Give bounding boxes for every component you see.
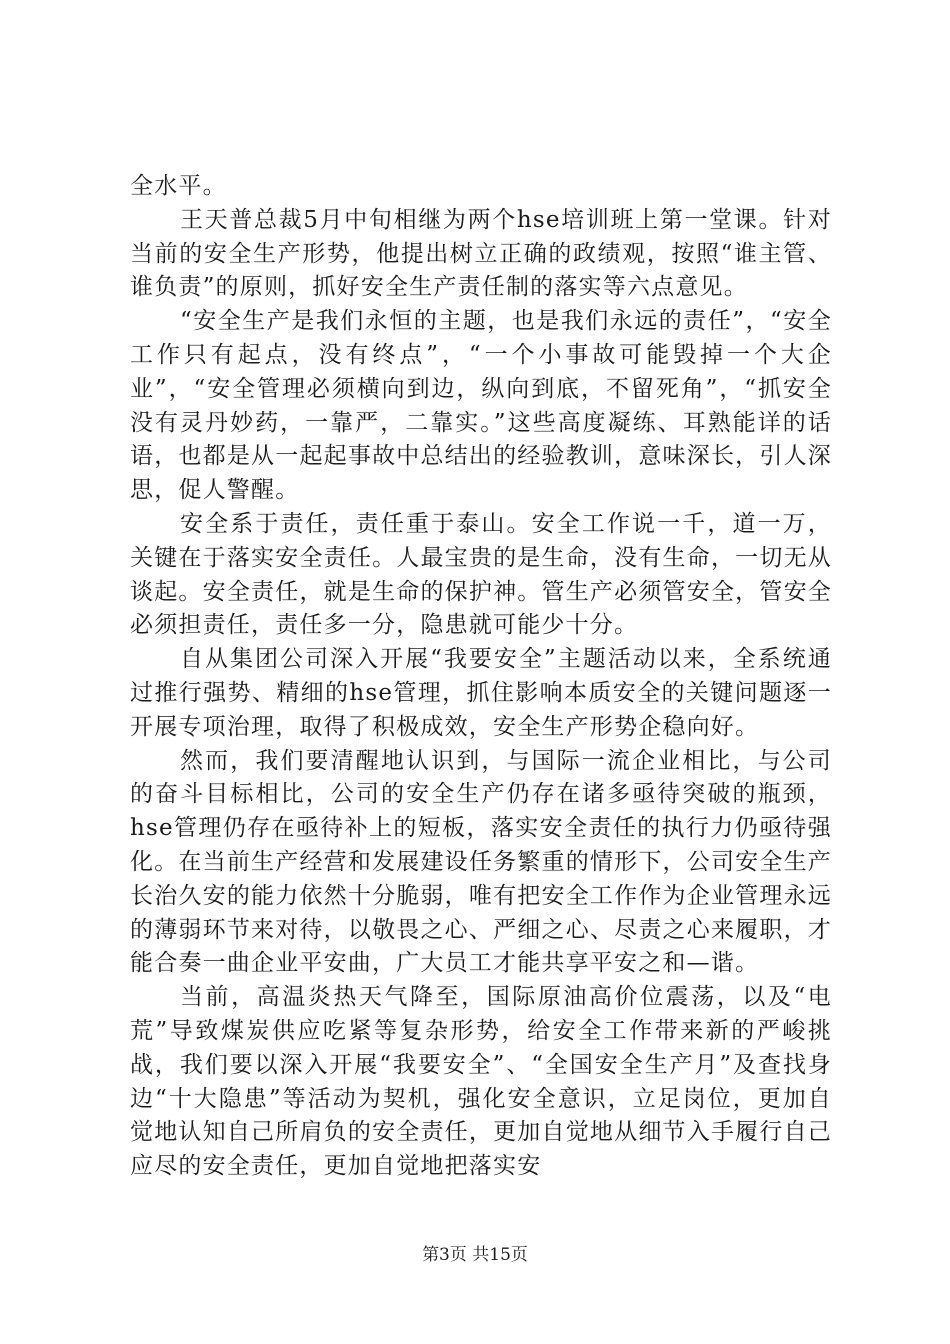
page-footer: 第3页 共15页 <box>422 1245 528 1265</box>
paragraph-1: 全水平。 <box>130 173 227 199</box>
document-body <box>130 170 832 1184</box>
paragraph-2: 王天普总裁5月中旬相继为两个hse培训班上第一堂课。针对当前的安全生产形势，他提出树立正确的政绩观，按照“谁主管、谁负责”的原则，抓好安全生产责任制的落实等六点意见。 <box>130 206 832 301</box>
paragraph-3: “安全生产是我们永恒的主题，也是我们永远的责任”，“安全工作只有起点，没有终点”，“一个小事故可能毁掉一个大企业”，“安全管理必须横向到边，纵向到底，不留死角”，“抓安全没有灵丹妙药，一靠严，二靠实。”这些高度凝练、耳熟能详的话语，也都是从一起起事故中总结出的经验教训，意味深长，引人深思，促人警醒。 <box>130 308 832 504</box>
paragraph-4: 安全系于责任，责任重于泰山。安全工作说一千，道一万，关键在于落实安全责任。人最宝贵的是生命，没有生命，一切无从谈起。安全责任，就是生命的保护神。管生产必须管安全，管安全必须担责任，责任多一分，隐患就可能少十分。 <box>130 510 832 639</box>
paragraph-7: 当前，高温炎热天气降至，国际原油高价位震荡，以及“电荒”导致煤炭供应吃紧等复杂形势，给安全工作带来新的严峻挑战，我们要以深入开展“我要安全”、“全国安全生产月”及查找身边“十大隐患”等活动为契机，强化安全意识，立足岗位，更加自觉地认知自己所肩负的安全责任，更加自觉地从细节入手履行自己应尽的安全责任，更加自觉地把落实安 <box>130 984 832 1180</box>
paragraph-5: 自从集团公司深入开展“我要安全”主题活动以来，全系统通过推行强势、精细的hse管理，抓住影响本质安全的关键问题逐一开展专项治理，取得了积极成效，安全生产形势企稳向好。 <box>130 646 832 740</box>
paragraph-6: 然而，我们要清醒地认识到，与国际一流企业相比，与公司的奋斗目标相比，公司的安全生产仍存在诸多亟待突破的瓶颈，hse管理仍存在亟待补上的短板，落实安全责任的执行力仍亟待强化。在当前生产经营和发展建设任务繁重的情形下，公司安全生产长治久安的能力依然十分脆弱，唯有把安全工作作为企业管理永远的薄弱环节来对待，以敬畏之心、严细之心、尽责之心来履职，才能合奏一曲企业平安曲，广大员工才能共享平安之和—谐。 <box>130 747 832 977</box>
